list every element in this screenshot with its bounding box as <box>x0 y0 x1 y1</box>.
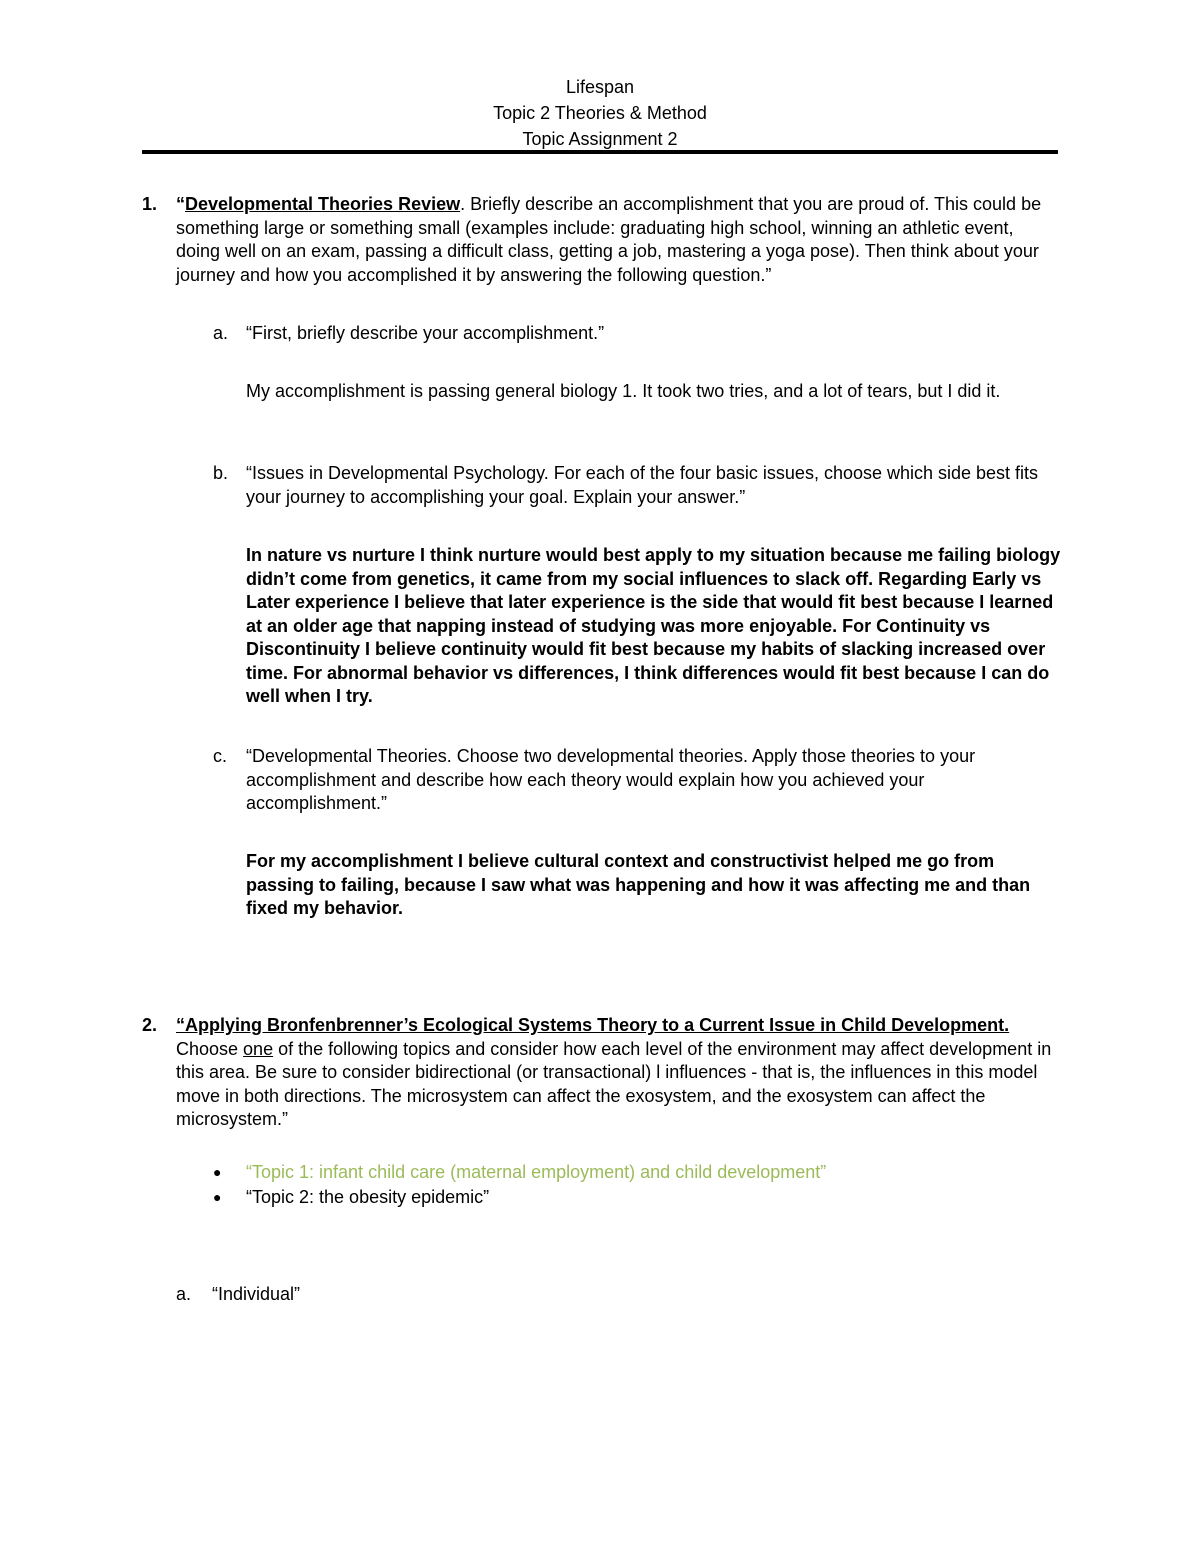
q2-number: 2. <box>142 1015 158 1035</box>
bullet-icon: ● <box>213 1164 222 1180</box>
assignment-title: Topic Assignment 2 <box>522 129 678 149</box>
q1c-label: c. <box>213 746 228 766</box>
q2a-question: “Individual” <box>212 1284 301 1304</box>
course-title: Lifespan <box>565 77 635 97</box>
topic-2-option: “Topic 2: the obesity epidemic” <box>246 1187 490 1207</box>
q1a-answer: My accomplishment is passing general biology 1. It took two tries, and a lot of tears, but I did it. <box>246 381 1001 401</box>
document-header <box>142 74 1058 152</box>
q1b-answer: In nature vs nurture I think nurture would best apply to my situation because me failing biology didn’t come from genetics, it came from my social influences to slack off. Regarding Early vs Later experience I believe that later experience is the side that would fit best because I learned at an older age that napping instead of studying was more enjoyable. For Continuity vs Discontinuity I believe continuity would fit best because my habits of slacking increased over time. For abnormal behavior vs differences, I think differences would fit best because I can do well when I try. <box>246 545 1061 706</box>
q1-prompt-text: . Briefly describe an accomplishment that you are proud of. This could be something large or something small (examples include: graduating high school, winning an athletic event, doing well on an exam, passing a difficult class, getting a job, mastering a yoga pose). Then think about your journey and how you accomplished it by answering the following question.” <box>176 194 1042 285</box>
q1b-question: “Issues in Developmental Psychology. For each of the four basic issues, choose which side best fits your journey to accomplishing your goal. Explain your answer.” <box>246 463 1039 507</box>
q2-prompt <box>176 1014 1058 1132</box>
q1-title: Developmental Theories Review <box>185 194 461 214</box>
q2-prompt-post: of the following topics and consider how each level of the environment may affect development in this area. Be sure to consider bidirectional (or transactional) l influences - that is, the influences in this model move in both directions. The microsystem can affect the exosystem, and the exosystem can affect the microsystem.” <box>176 1038 1052 1129</box>
q1b-label: b. <box>213 463 229 483</box>
q2-prompt-pre: Choose <box>176 1038 244 1059</box>
q2-title: “Applying Bronfenbrenner’s Ecological Systems Theory to a Current Issue in Child Development. <box>176 1015 1010 1035</box>
q1-open-quote: “ <box>176 194 185 214</box>
q1a-question: “First, briefly describe your accomplishment.” <box>246 323 605 343</box>
q1c-question: “Developmental Theories. Choose two developmental theories. Apply those theories to your accomplishment and describe how each theory would explain how you achieved your accomplishment.” <box>246 746 976 813</box>
q1-prompt <box>176 193 1058 287</box>
topic-title: Topic 2 Theories & Method <box>493 103 707 123</box>
q1c-answer: For my accomplishment I believe cultural context and constructivist helped me go from passing to failing, because I saw what was happening and how it was affecting me and than fixed my behavior. <box>246 851 1031 918</box>
header-divider <box>142 150 1058 154</box>
q2-prompt-emphasis: one <box>243 1038 274 1059</box>
q1a-label: a. <box>213 323 229 343</box>
q1-number: 1. <box>142 194 158 214</box>
q2a-label: a. <box>176 1284 192 1304</box>
bullet-icon: ● <box>213 1189 222 1205</box>
topic-1-option: “Topic 1: infant child care (maternal employment) and child development” <box>246 1162 827 1182</box>
